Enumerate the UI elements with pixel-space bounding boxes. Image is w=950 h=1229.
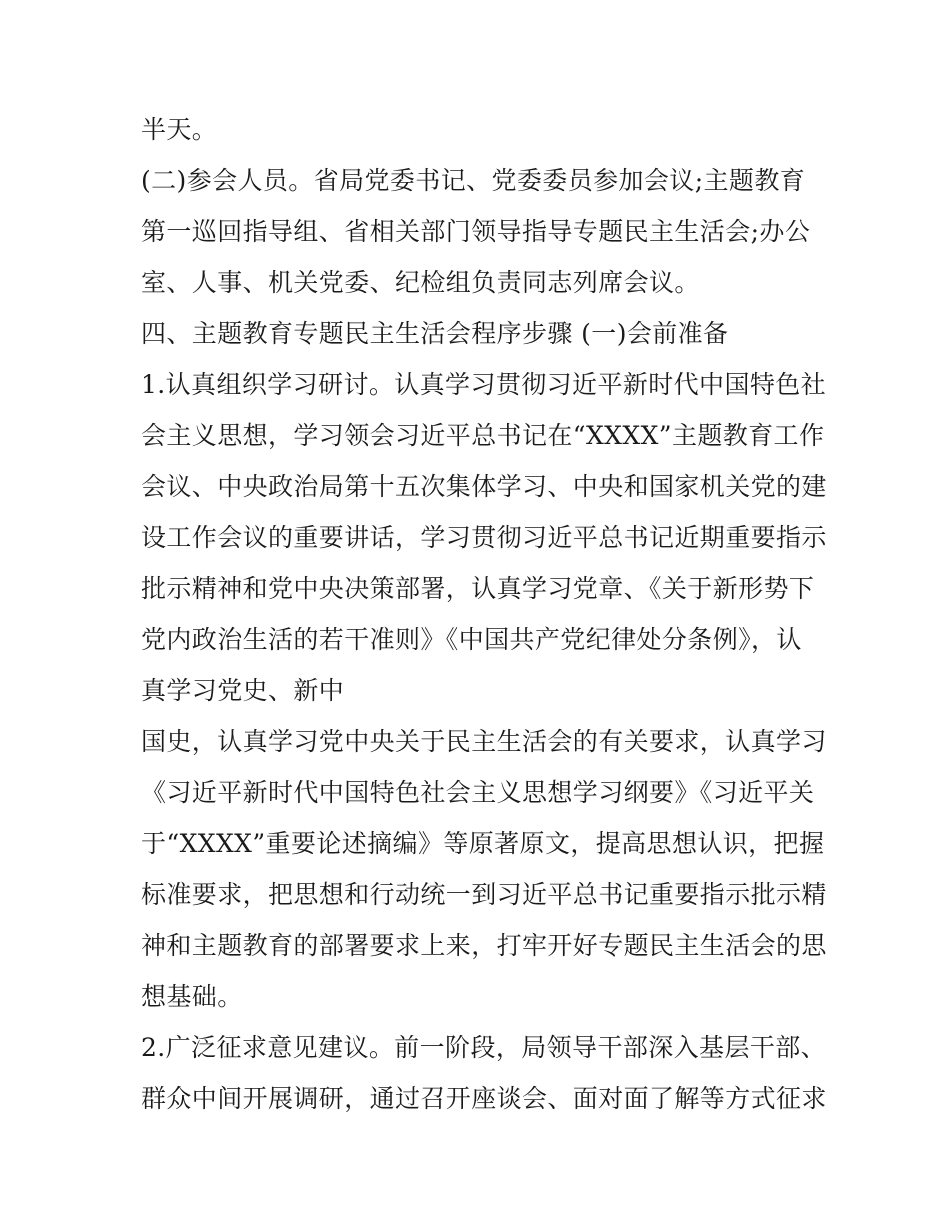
- section-heading: 四、主题教育专题民主生活会程序步骤 (一)会前准备: [141, 319, 729, 348]
- text-line: (二)参会人员。省局党委书记、党委委员参加会议;主题教育: [141, 166, 806, 195]
- text-line: 标准要求，把思想和行动统一到习近平总书记重要指示批示精: [141, 880, 827, 909]
- text-line: 真学习党史、新中: [141, 676, 345, 705]
- text-line: 第一巡回指导组、省相关部门领导指导专题民主生活会;办公: [141, 217, 811, 246]
- text-line: 群众中间开展调研，通过召开座谈会、面对面了解等方式征求: [141, 1084, 827, 1113]
- text-line: 半天。: [141, 115, 218, 144]
- text-line: 党内政治生活的若干准则》《中国共产党纪律处分条例》，认: [141, 625, 802, 654]
- text-line: 想基础。: [141, 982, 243, 1011]
- text-line: 神和主题教育的部署要求上来，打牢开好专题民主生活会的思: [141, 931, 827, 960]
- text-line: 于“XXXX”重要论述摘编》等原著原文，提高思想认识，把握: [141, 829, 825, 858]
- document-body: [141, 104, 827, 1124]
- text-line: 1.认真组织学习研讨。认真学习贯彻习近平新时代中国特色社: [141, 370, 827, 399]
- text-line: 批示精神和党中央决策部署，认真学习党章、《关于新形势下: [141, 574, 815, 603]
- text-line: 会议、中央政治局第十五次集体学习、中央和国家机关党的建: [141, 472, 827, 501]
- text-line: 设工作会议的重要讲话，学习贯彻习近平总书记近期重要指示: [141, 523, 827, 552]
- text-line: 会主义思想，学习领会习近平总书记在“XXXX”主题教育工作: [141, 421, 825, 450]
- text-line: 2.广泛征求意见建议。前一阶段，局领导干部深入基层干部、: [141, 1033, 827, 1062]
- text-line: 《习近平新时代中国特色社会主义思想学习纲要》《习近平关: [141, 778, 815, 807]
- text-line: 室、人事、机关党委、纪检组负责同志列席会议。: [141, 268, 700, 297]
- text-line: 国史，认真学习党中央关于民主生活会的有关要求，认真学习: [141, 727, 827, 756]
